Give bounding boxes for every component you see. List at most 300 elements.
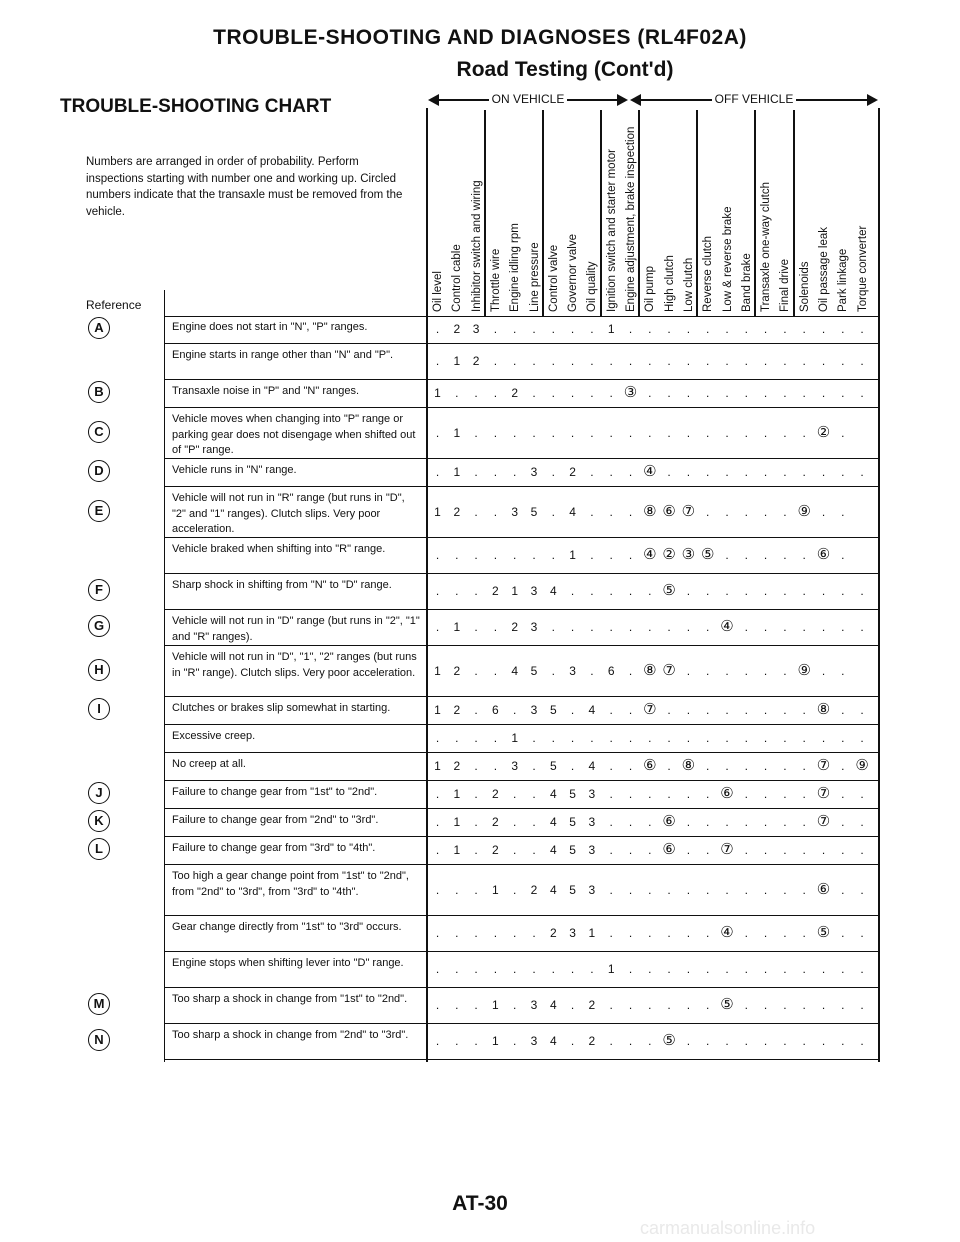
symptom-description: Failure to change gear from "3rd" to "4th". bbox=[172, 842, 376, 854]
chart-cell: . bbox=[590, 504, 594, 519]
reference-mark: L bbox=[88, 838, 110, 860]
chart-cell: . bbox=[783, 731, 787, 745]
reference-mark: K bbox=[88, 810, 110, 832]
chart-cell: ⑨ bbox=[855, 757, 869, 774]
row-rule bbox=[164, 343, 878, 344]
chart-cell: . bbox=[532, 386, 536, 400]
chart-cell: ④ bbox=[643, 463, 657, 480]
chart-cell: . bbox=[493, 663, 498, 678]
symptom-description: Too sharp a shock in change from "2nd" to "3rd". bbox=[172, 1029, 409, 1041]
chart-cell: . bbox=[551, 425, 555, 440]
reference-mark: M bbox=[88, 993, 110, 1015]
chart-cell: . bbox=[609, 787, 613, 801]
chart-cell: . bbox=[590, 663, 594, 678]
off-vehicle-label: OFF VEHICLE bbox=[712, 92, 797, 106]
chart-cell: . bbox=[590, 425, 594, 440]
chart-cell: 5 bbox=[530, 663, 538, 678]
chart-cell: . bbox=[532, 926, 536, 940]
chart-cell: 5 bbox=[549, 703, 557, 717]
chart-cell: . bbox=[841, 354, 845, 368]
symptom-description: Clutches or brakes slip somewhat in starting. bbox=[172, 702, 391, 714]
chart-cell: . bbox=[435, 962, 440, 976]
chart-cell: . bbox=[648, 998, 652, 1012]
chart-cell: . bbox=[841, 815, 845, 829]
chart-cell: . bbox=[551, 354, 555, 368]
chart-cell: . bbox=[686, 584, 691, 598]
chart-cell: . bbox=[763, 1034, 768, 1048]
chart-cell: . bbox=[532, 759, 536, 773]
chart-cell: . bbox=[783, 354, 787, 368]
chart-cell: . bbox=[841, 882, 845, 897]
symptom-description: Too sharp a shock in change from "1st" to "2nd". bbox=[172, 993, 408, 1005]
chart-cell: . bbox=[706, 386, 710, 400]
reference-mark: A bbox=[88, 317, 110, 339]
chart-cell: 6 bbox=[492, 703, 499, 717]
chart-cell: . bbox=[513, 787, 517, 801]
chart-cell: . bbox=[628, 548, 633, 562]
chart-cell: . bbox=[802, 620, 806, 634]
chart-cell: 4 bbox=[549, 843, 557, 857]
reference-mark: D bbox=[88, 460, 110, 482]
chart-cell: 1 bbox=[434, 386, 441, 400]
chart-cell: ⑧ bbox=[643, 661, 657, 679]
chart-cell: 1 bbox=[453, 354, 461, 368]
chart-cell: . bbox=[570, 386, 575, 400]
chart-cell: . bbox=[686, 425, 691, 440]
row-rule bbox=[164, 987, 878, 988]
chart-cell: . bbox=[706, 882, 710, 897]
chart-cell: . bbox=[783, 504, 787, 519]
row-rule bbox=[164, 951, 878, 952]
chart-cell: . bbox=[706, 703, 710, 717]
row-rule bbox=[164, 1023, 878, 1024]
chart-cell: . bbox=[821, 998, 826, 1012]
chart-cell: . bbox=[783, 1034, 787, 1048]
chart-cell: . bbox=[744, 465, 748, 479]
chart-cell: . bbox=[744, 322, 748, 336]
chart-cell: . bbox=[513, 548, 517, 562]
chart-cell: . bbox=[841, 465, 845, 479]
chart-cell: 3 bbox=[588, 843, 596, 857]
chart-cell: . bbox=[667, 998, 671, 1012]
chart-cell: . bbox=[763, 787, 768, 801]
chart-cell: 2 bbox=[492, 584, 499, 598]
chart-cell: . bbox=[474, 620, 478, 634]
chart-cell: . bbox=[474, 548, 478, 562]
row-rule bbox=[164, 486, 878, 487]
chart-cell: . bbox=[706, 322, 710, 336]
chart-cell: 2 bbox=[588, 1034, 596, 1048]
chart-cell: . bbox=[706, 787, 710, 801]
chart-cell: . bbox=[860, 703, 864, 717]
chart-cell: . bbox=[532, 322, 536, 336]
chart-cell: 1 bbox=[434, 663, 441, 678]
row-rule bbox=[164, 780, 878, 781]
chart-cell: . bbox=[435, 731, 440, 745]
chart-cell: . bbox=[628, 703, 633, 717]
chart-cell: . bbox=[435, 548, 440, 562]
chart-cell: . bbox=[493, 759, 498, 773]
chart-cell: 4 bbox=[511, 663, 519, 678]
chart-cell: . bbox=[551, 962, 555, 976]
chart-cell: ⑨ bbox=[797, 502, 811, 520]
chart-cell: . bbox=[667, 322, 671, 336]
chart-cell: . bbox=[474, 1034, 478, 1048]
chart-cell: ⑧ bbox=[816, 701, 831, 718]
chart-cell: . bbox=[667, 465, 671, 479]
chart-cell: . bbox=[686, 386, 691, 400]
chart-cell: . bbox=[455, 584, 459, 598]
chart-cell: ⑧ bbox=[681, 757, 696, 774]
chart-cell: 1 bbox=[453, 787, 461, 801]
chart-cell: . bbox=[706, 843, 710, 857]
chart-cell: ⑤ bbox=[662, 582, 676, 599]
chart-cell: 2 bbox=[453, 759, 461, 773]
column-header: Ignition switch and starter motor bbox=[605, 149, 618, 312]
chart-cell: ⑤ bbox=[662, 1032, 676, 1049]
chart-cell: . bbox=[686, 663, 691, 678]
chart-cell: . bbox=[821, 1034, 826, 1048]
chart-cell: ⑦ bbox=[681, 502, 696, 520]
chart-cell: 1 bbox=[453, 620, 461, 634]
chart-cell: . bbox=[763, 322, 768, 336]
chart-cell: . bbox=[763, 504, 768, 519]
chart-cell: . bbox=[821, 322, 826, 336]
chart-cell: . bbox=[628, 1034, 633, 1048]
chart-cell: 1 bbox=[434, 759, 441, 773]
chart-cell: . bbox=[609, 759, 613, 773]
chart-cell: . bbox=[744, 998, 748, 1012]
column-header: Solenoids bbox=[798, 261, 811, 312]
chart-cell: . bbox=[841, 322, 845, 336]
chart-cell: . bbox=[763, 926, 768, 940]
row-rule bbox=[164, 609, 878, 610]
chart-cell: . bbox=[744, 1034, 748, 1048]
chart-cell: . bbox=[493, 354, 498, 368]
chart-cell: 2 bbox=[511, 386, 519, 400]
chart-cell: 3 bbox=[530, 1034, 538, 1048]
chart-cell: . bbox=[493, 425, 498, 440]
chart-cell: . bbox=[551, 548, 555, 562]
chart-cell: . bbox=[667, 354, 671, 368]
chart-cell: . bbox=[609, 1034, 613, 1048]
chart-cell: 1 bbox=[453, 815, 461, 829]
row-rule bbox=[164, 573, 878, 574]
chart-cell: . bbox=[628, 354, 633, 368]
chart-cell: 2 bbox=[453, 703, 461, 717]
column-header: Oil quality bbox=[586, 261, 599, 312]
chart-cell: . bbox=[648, 425, 652, 440]
column-header: Torque converter bbox=[856, 225, 869, 312]
chart-cell: . bbox=[841, 703, 845, 717]
chart-cell: . bbox=[860, 815, 864, 829]
chart-cell: 5 bbox=[569, 815, 576, 829]
chart-cell: . bbox=[493, 731, 498, 745]
reference-mark: B bbox=[88, 381, 110, 403]
chart-cell: . bbox=[590, 386, 594, 400]
chart-cell: . bbox=[725, 759, 729, 773]
symptom-description: Engine does not start in "N", "P" ranges. bbox=[172, 321, 368, 333]
chart-cell: . bbox=[841, 1034, 845, 1048]
chart-cell: . bbox=[841, 843, 845, 857]
chart-cell: . bbox=[628, 425, 633, 440]
chart-cell: . bbox=[455, 548, 459, 562]
chart-cell: . bbox=[744, 584, 748, 598]
chart-cell: . bbox=[474, 843, 478, 857]
chart-cell: . bbox=[744, 962, 748, 976]
chart-cell: . bbox=[648, 843, 652, 857]
chart-cell: . bbox=[570, 703, 575, 717]
chart-cell: . bbox=[763, 703, 768, 717]
chart-cell: . bbox=[590, 731, 594, 745]
chart-cell: . bbox=[648, 386, 652, 400]
chart-cell: . bbox=[493, 386, 498, 400]
chart-cell: ④ bbox=[720, 924, 734, 941]
chart-cell: . bbox=[802, 354, 806, 368]
chart-cell: . bbox=[609, 815, 613, 829]
chart-cell: ⑥ bbox=[662, 502, 676, 520]
chart-cell: 4 bbox=[549, 1034, 557, 1048]
chart-cell: . bbox=[725, 663, 729, 678]
chart-cell: . bbox=[609, 882, 613, 897]
chart-cell: . bbox=[648, 815, 652, 829]
chart-cell: . bbox=[609, 620, 613, 634]
column-group-divider bbox=[754, 110, 756, 316]
column-header: Control valve bbox=[547, 244, 560, 312]
chart-cell: . bbox=[783, 663, 787, 678]
row-rule bbox=[164, 1059, 878, 1060]
chart-cell: . bbox=[706, 998, 710, 1012]
chart-cell: 4 bbox=[549, 787, 557, 801]
chart-cell: . bbox=[802, 425, 806, 440]
chart-cell: . bbox=[435, 882, 440, 897]
chart-cell: . bbox=[725, 731, 729, 745]
column-header: High clutch bbox=[663, 255, 676, 312]
row-rule bbox=[164, 915, 878, 916]
chart-cell: . bbox=[821, 386, 826, 400]
chart-cell: . bbox=[628, 815, 633, 829]
chart-cell: . bbox=[744, 354, 748, 368]
chart-cell: . bbox=[802, 584, 806, 598]
chart-cell: . bbox=[802, 731, 806, 745]
chart-cell: . bbox=[744, 504, 748, 519]
symptom-description: No creep at all. bbox=[172, 758, 246, 770]
chart-cell: 1 bbox=[492, 1034, 499, 1048]
chart-cell: ⑥ bbox=[643, 757, 657, 774]
chart-cell: . bbox=[783, 962, 787, 976]
chart-cell: . bbox=[860, 843, 864, 857]
chart-cell: . bbox=[686, 465, 691, 479]
chart-cell: . bbox=[628, 843, 633, 857]
chart-cell: 4 bbox=[588, 703, 596, 717]
chart-cell: . bbox=[667, 731, 671, 745]
reference-mark: H bbox=[88, 659, 110, 681]
chart-cell: 1 bbox=[453, 465, 461, 479]
row-rule bbox=[164, 458, 878, 459]
chart-cell: . bbox=[513, 926, 517, 940]
chart-cell: . bbox=[628, 759, 633, 773]
column-header: Oil level bbox=[432, 271, 444, 312]
chart-cell: 2 bbox=[492, 843, 499, 857]
reference-mark: F bbox=[88, 579, 110, 601]
chart-cell: . bbox=[706, 962, 710, 976]
chart-cell: . bbox=[493, 322, 498, 336]
chart-cell: . bbox=[744, 787, 748, 801]
row-rule bbox=[164, 864, 878, 865]
chart-cell: . bbox=[763, 548, 768, 562]
chart-cell: . bbox=[609, 998, 613, 1012]
chart-cell: . bbox=[725, 425, 729, 440]
reference-mark: C bbox=[88, 421, 110, 443]
chart-cell: . bbox=[570, 759, 575, 773]
chart-cell: . bbox=[821, 584, 826, 598]
chart-cell: ③ bbox=[681, 546, 696, 563]
chart-cell: 2 bbox=[492, 815, 499, 829]
row-rule bbox=[164, 537, 878, 538]
chart-cell: 1 bbox=[607, 322, 615, 336]
chart-cell: . bbox=[860, 731, 864, 745]
chart-cell: . bbox=[763, 882, 768, 897]
chart-cell: . bbox=[532, 425, 536, 440]
chart-cell: . bbox=[802, 787, 806, 801]
chart-cell: . bbox=[802, 926, 806, 940]
chart-cell: . bbox=[841, 998, 845, 1012]
chart-cell: . bbox=[802, 1034, 806, 1048]
chart-cell: . bbox=[725, 1034, 729, 1048]
chart-cell: 2 bbox=[472, 354, 480, 368]
chart-cell: . bbox=[551, 465, 555, 479]
chart-cell: . bbox=[628, 731, 633, 745]
chart-cell: . bbox=[551, 620, 555, 634]
chart-cell: 5 bbox=[569, 787, 576, 801]
chart-cell: . bbox=[455, 1034, 459, 1048]
chart-cell: . bbox=[493, 962, 498, 976]
chart-cell: ④ bbox=[720, 618, 734, 635]
symptom-description: Vehicle runs in "N" range. bbox=[172, 464, 297, 476]
chart-cell: . bbox=[706, 504, 710, 519]
column-header: Low clutch bbox=[682, 257, 695, 312]
row-rule bbox=[164, 752, 878, 753]
chart-cell: . bbox=[763, 425, 768, 440]
chart-cell: 4 bbox=[549, 998, 557, 1012]
symptom-description: Gear change directly from "1st" to "3rd" occurs. bbox=[172, 921, 402, 933]
chart-cell: . bbox=[783, 584, 787, 598]
symptom-description: Vehicle will not run in "D" range (but runs in "2", "1" and "R" ranges). bbox=[172, 615, 420, 643]
chart-cell: 1 bbox=[511, 584, 519, 598]
header-rule bbox=[164, 316, 878, 317]
chart-cell: 4 bbox=[549, 882, 557, 897]
chart-cell: . bbox=[802, 322, 806, 336]
chart-cell: . bbox=[532, 787, 536, 801]
chart-cell: ⑤ bbox=[720, 996, 734, 1013]
chart-cell: . bbox=[551, 386, 555, 400]
chart-cell: . bbox=[474, 425, 478, 440]
chart-cell: . bbox=[474, 731, 478, 745]
chart-cell: 3 bbox=[588, 815, 596, 829]
chart-cell: . bbox=[841, 386, 845, 400]
chart-cell: . bbox=[821, 354, 826, 368]
watermark: carmanualsonline.info bbox=[640, 1218, 816, 1238]
chart-cell: . bbox=[628, 620, 633, 634]
chart-cell: . bbox=[763, 731, 768, 745]
chart-cell: . bbox=[744, 759, 748, 773]
chart-cell: ⑥ bbox=[662, 841, 676, 858]
row-rule bbox=[164, 808, 878, 809]
chart-cell: . bbox=[725, 815, 729, 829]
chart-cell: . bbox=[802, 386, 806, 400]
chart-cell: . bbox=[860, 584, 864, 598]
symptom-description: Vehicle will not run in "D", "1", "2" ranges (but runs in "R" range). Clutch slips. Very poor acceleration. bbox=[172, 651, 417, 679]
chart-cell: 5 bbox=[549, 759, 557, 773]
chart-cell: . bbox=[802, 548, 806, 562]
chart-cell: . bbox=[744, 703, 748, 717]
chart-cell: . bbox=[686, 731, 691, 745]
column-header: Low & reverse brake bbox=[721, 206, 734, 312]
chart-cell: . bbox=[570, 962, 575, 976]
chart-cell: . bbox=[841, 926, 845, 940]
chart-cell: . bbox=[841, 620, 845, 634]
chart-cell: . bbox=[763, 998, 768, 1012]
chart-cell: 4 bbox=[549, 815, 557, 829]
chart-cell: . bbox=[860, 386, 864, 400]
chart-cell: . bbox=[763, 663, 768, 678]
chart-cell: . bbox=[551, 663, 555, 678]
chart-cell: . bbox=[725, 465, 729, 479]
chart-cell: . bbox=[706, 620, 710, 634]
chart-cell: . bbox=[435, 926, 440, 940]
chart-cell: 3 bbox=[569, 663, 576, 678]
chart-cell: . bbox=[474, 465, 478, 479]
chart-cell: . bbox=[860, 787, 864, 801]
chart-cell: . bbox=[725, 703, 729, 717]
chart-cell: . bbox=[725, 882, 729, 897]
symptom-description: Too high a gear change point from "1st" to "2nd", from "2nd" to "3rd", from "3rd" to "4th". bbox=[172, 870, 409, 898]
chart-cell: . bbox=[435, 465, 440, 479]
chart-cell: . bbox=[783, 759, 787, 773]
chart-cell: . bbox=[763, 843, 768, 857]
chart-cell: . bbox=[435, 584, 440, 598]
chart-cell: . bbox=[667, 787, 671, 801]
chart-cell: . bbox=[474, 759, 478, 773]
chart-cell: 1 bbox=[434, 504, 441, 519]
chart-cell: . bbox=[783, 815, 787, 829]
chart-cell: . bbox=[783, 926, 787, 940]
chart-cell: . bbox=[628, 584, 633, 598]
chart-cell: ⑦ bbox=[816, 785, 831, 802]
chart-cell: 3 bbox=[511, 504, 519, 519]
chart-cell: . bbox=[590, 465, 594, 479]
chart-cell: . bbox=[860, 322, 864, 336]
chart-cell: . bbox=[609, 703, 613, 717]
chart-cell: ⑥ bbox=[720, 785, 734, 802]
chart-cell: 3 bbox=[530, 703, 538, 717]
chart-cell: . bbox=[513, 1034, 517, 1048]
chart-cell: . bbox=[590, 962, 594, 976]
chart-cell: 2 bbox=[492, 787, 499, 801]
chart-cell: . bbox=[435, 998, 440, 1012]
column-group-divider bbox=[696, 110, 698, 316]
chart-cell: . bbox=[783, 882, 787, 897]
chart-cell: . bbox=[725, 962, 729, 976]
chart-cell: . bbox=[513, 322, 517, 336]
chart-cell: . bbox=[686, 962, 691, 976]
symptom-description: Vehicle braked when shifting into "R" range. bbox=[172, 543, 386, 555]
chart-cell: . bbox=[628, 998, 633, 1012]
chart-cell: . bbox=[551, 731, 555, 745]
chart-cell: ⑦ bbox=[643, 701, 657, 718]
chart-cell: . bbox=[783, 548, 787, 562]
chart-cell: . bbox=[763, 354, 768, 368]
